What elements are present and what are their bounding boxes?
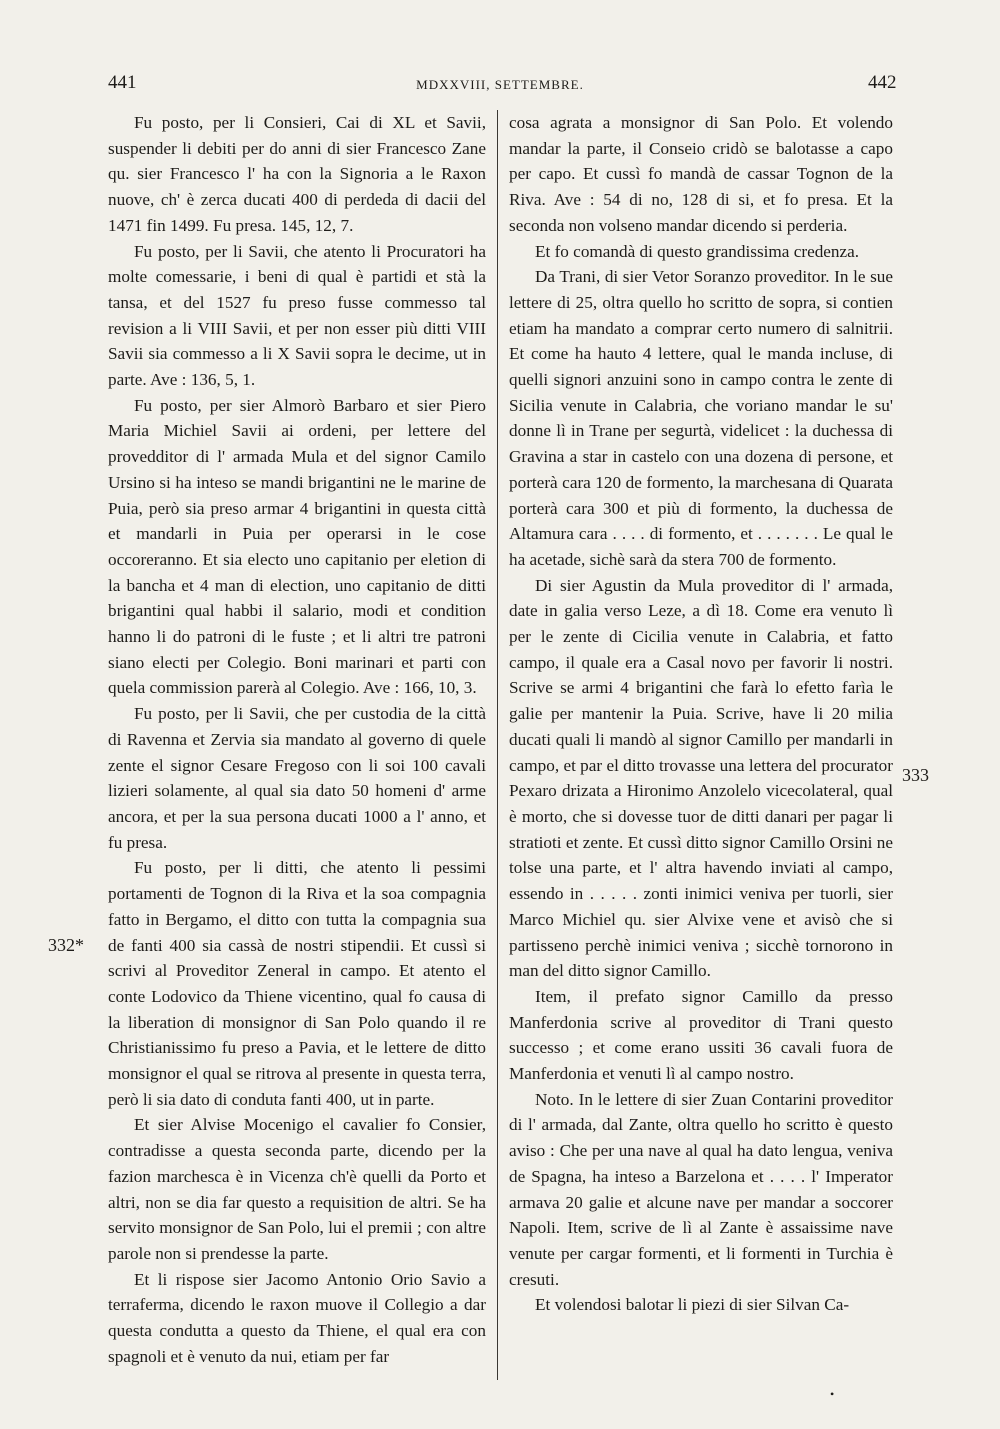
running-title: MDXXVIII, SETTEMBRE. [416,77,584,92]
margin-note-left: 332* [48,935,84,955]
paragraph: cosa agrata a monsignor di San Polo. Et volendo mandar la parte, il Conseio cridò se balotasse a capo per capo. Et cussì fo mandà de cassar Tognon de la Riva. Ave : 54 di no, 128 di si, et fo presa. Et la seconda non volseno mandar dicendo si perderia. [509,113,893,235]
paragraph: Da Trani, di sier Vetor Soranzo proveditor. In le sue lettere di 25, oltra quello ho scritto de sopra, si contien etiam ha mandato a comprar certo numero di salnitrii. Et come ha hauto 4 lettere, qual le manda incluse, di quelli signori anzuini sono in campo contra le zente di Sicilia venute in Calabria, che voriano mandar le su' donne lì in Trane per segurtà, videlicet : la duchessa di Gravina a star in castelo con una dozena di persone, et porterà cara 120 de formento, la marchesana di Quarata porterà cara 300 et più di formento, la duchessa de Altamura cara . . . . di formento, et . . . . . . . Le qual le ha acetade, sichè sarà da stera 700 de formento. [509,267,893,569]
paragraph: Et li rispose sier Jacomo Antonio Orio Savio a terraferma, dicendo le raxon muove il Collegio a dar questa condutta a questo da Thiene, el qual era con spagnoli et è venuto da nui, etiam per far [108,1269,486,1366]
paragraph: Fu posto, per li Savii, che atento li Procuratori ha molte comessarie, i beni di qual è partidi et stà la tansa, et del 1527 fu preso fusse commesso tal revision a li VIII Savii, et per non esser più ditti VIII Savii sia commesso a li X Savii sopra le decime, ut in parte. Ave : 136, 5, 1. [108,241,486,390]
right-column [509,110,893,1318]
paragraph: Fu posto, per li Consieri, Cai di XL et Savii, suspender li debiti per do anni di sier Francesco Zane qu. sier Francesco l' ha con la Signoria a le Raxon nuove, ch' è zerca ducati 400 di perdeda di dacii del 1471 fin 1499. Fu presa. 145, 12, 7. [108,113,486,235]
paragraph: Fu posto, per sier Almorò Barbaro et sier Piero Maria Michiel Savii ai ordeni, per lettere del provedditor di l' armada Mula et del signor Camilo Ursino si ha inteso se mandi brigantini ne le marine de Puia, però sia preso armar 4 brigantini in questa città et mandarli in Puia per operarsi in le cose occoreranno. Et sia electo uno capitanio per eletion di la bancha et 4 man di election, uno capitanio de ditti brigantini qual habbi il salario, modi et condition hanno li do patroni di le fuste ; et li altri tre patroni siano electi per Colegio. Boni marinari et parti con quela commission parerà al Colegio. Ave : 166, 10, 3. [108,395,486,698]
left-column [108,110,486,1369]
paragraph: Et sier Alvise Mocenigo el cavalier fo Consier, contradisse a questa seconda parte, dicendo per la fazion marchesca è in Vicenza ch'è quelli da Porto et altri, non se dia far questo a requisition de altri. Se ha servito monsignor de San Polo, lui el premii ; con altre parole non si prendesse la parte. [108,1115,486,1263]
paragraph: Fu posto, per li ditti, che atento li pessimi portamenti de Tognon di la Riva et la soa compagnia fatto in Bergamo, el ditto con tutta la compagnia sua de fanti 400 sia cassà de nostri stipendii. Et cussì si scrivi al Proveditor Zeneral in campo. Et atento el conte Lodovico da Thiene vicentino, qual fo causa di la liberation di monsignor di San Polo quando il re Christianissimo fu preso a Pavia, et le lettere de ditto monsignor el qual se ritrova al presente in questa terra, però li sia dato di conduta fanti 400, ut in parte. [108,858,486,1109]
left-page-number: 441 [108,72,137,93]
right-page-number: 442 [868,72,897,93]
paragraph: Et fo comandà di questo grandissima credenza. [535,241,860,261]
paragraph: Noto. In le lettere di sier Zuan Contarini proveditor di l' armada, dal Zante, oltra quello ho scritto è questo aviso : Che per una nave al qual ha dato lengua, veniva de Spagna, ha inteso a Barzelona et . . . . l' Imperator armava 20 galie et alcune nave per mandar a soccorer Napoli. Item, scrive de lì al Zante è assaissime nave venute per cargar formenti, et li formenti in Turchia è cresuti. [509,1089,893,1289]
paragraph: Di sier Agustin da Mula proveditor di l' armada, date in galia verso Leze, a dì 18. Come era venuto lì per le zente di Cicilia venute in Calabria, et fatto campo, il quale era a Casal novo per favorir li nostri. Scrive se armi 4 brigantini che farà lo efetto farìa le galie per mantenir la Puia. Scrive, have li 20 milia ducati quali li mandò al signor Camillo per mandarli in campo, et par el ditto trovasse una lettera del procurator Pexaro drizata a Hironimo Anzolelo vicecolateral, qual è morto, che si dovesse tuor de ditti danari per pagar li stratioti et zente. Et cussì ditto signor Camillo Orsini ne tolse una parte, et l' altra havendo inviati al campo, essendo in . . . . . zonti inimici veniva per tuorli, sier Marco Michiel qu. sier Alvixe vene et avisò che si partisseno perchè inimici veniva ; sicchè tornorono in man del ditto signor Camillo. [509,575,893,981]
ink-speck: • [830,1387,835,1401]
column-divider [497,110,498,1380]
paragraph: Et volendosi balotar li piezi di sier Silvan Ca- [535,1295,850,1315]
paragraph: Fu posto, per li Savii, che per custodia de la città di Ravenna et Zervia sia mandato al governo di quele zente el signor Cesare Fregoso con li soi 100 cavali lizieri solamente, al qual sia dato 50 homeni d' arme ancora, et per la sua persona ducati 1000 a l' anno, et fu presa. [108,704,486,852]
paragraph: Item, il prefato signor Camillo da presso Manferdonia scrive al proveditor di Trani questo successo ; et come erano ussiti 36 cavali fuora de Manferdonia et venuti lì al campo nostro. [509,986,893,1084]
margin-note-right: 333 [902,765,929,785]
